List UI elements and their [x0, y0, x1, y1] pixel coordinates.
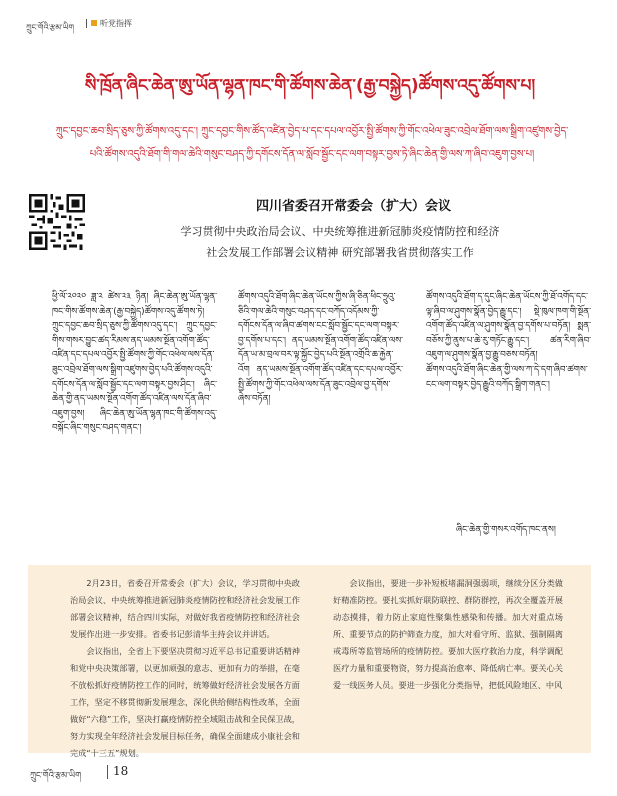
tibetan-byline: ཞིང་ཆེན་གྱི་གསར་འགོད་ཁང་ནས།	[456, 525, 556, 535]
header-section-label: 听党指挥	[100, 19, 132, 28]
footer-tibetan-title: ཀྲུང་གོའི་རྩམ་ཡིག	[30, 771, 82, 781]
chinese-subheadline	[150, 221, 530, 263]
chinese-subheadline-line: 社会发展工作部署会议精神 研究部署我省贯彻落实工作	[206, 246, 474, 259]
tibetan-paragraph: ཚོགས་འདུའི་ཐོག་ཞིང་ཆེན་ཡོངས་ཀྱིས་ཞི་ཅིན་ཕིང་ཧྲུའུ་ཅིའི་གལ་ཆེའི་གསུང་བཤད་དང་བཀོད་འདོམས་ཀྱི་དགོངས་དོན་ལ་ཞིབ་ཚགས་ངང་སློབ་སྦྱོང་དང་ལག་བསྟར་བྱ་དགོས་པ་དང་། ནད་ཡམས་སྔོན་འགོག་ཚོད་འཛིན་ལས་དོན་ཡ་མ་བྲལ་བར་ལྟ་སྐྱོང་བྱེད་པའི་སྔོན་འགྲོའི་ཆ་རྐྱེན་འོག ནད་ཡམས་སྔོན་འགོག་ཚོད་འཛིན་དང་དཔལ་འབྱོར་སྤྱི་ཚོགས་ཀྱི་གོང་འཕེལ་ལས་དོན་ཟུང་འབྲེལ་བྱ་དགོས་ཞེས་བཏོན།	[238, 292, 403, 405]
tibetan-headline: སི་ཁྲོན་ཞིང་ཆེན་ཨུ་ཡོན་ལྷན་ཁང་གི་ཚོགས་ཆེན་(རྒྱ་བསྐྱེད)ཚོགས་འདུ་ཚོགས་པ།	[84, 76, 536, 96]
header-tibetan-title: ཀྲུང་གོའི་རྩམ་ཡིག	[26, 23, 75, 32]
chinese-headline: 四川省委召开常委会（扩大）会议	[256, 199, 452, 214]
tibetan-paragraph: ཚོགས་འདུའི་ཐོག་ད་དུང་ཞིང་ཆེན་ཡོངས་ཀྱི་ཐོ་འགོད་དང་ལྟ་ཞིབ་ལ་ཤུགས་སྣོན་བྱེད་རྒྱུ་དང་། སྡེ་ཁུལ་ཁག་གི་སྔོན་འགོག་ཚོད་འཛིན་ལ་ཤུགས་སྣོན་བྱ་དགོས་པ་བཏོན། སྨན་བཅོས་ཀྱི་ནུས་པ་ཆེ་རུ་གཏོང་རྒྱུ་དང་། ཚན་རིག་ཞིབ་འཇུག་ལ་ཤུགས་སྣོན་བྱ་རྒྱུ་བཅས་བཏོན།	[426, 292, 591, 361]
tibetan-subheadline: ཀྲུང་དབྱང་ཆབ་སྲིད་ཅུས་ཀྱི་ཚོགས་འདུ་དང་། ཀྲུང་དབྱང་གིས་ཚོད་འཛིན་བྱེད་པ་དང་དཔལ་འབྱོར་སྤྱི་ཚོགས་ཀྱི་གོང་འཕེལ་ཟུང་འབྲེལ་ཐོག་ལས་སྒྲིག་འཛུགས་བྱེད་པའི་ཚོགས་འདུའི་ཐོག་གི་གལ་ཆེའི་གསུང་བཤད་ཀྱི་དགོངས་དོན་ལ་སློབ་སྦྱོང་དང་ལག་བསྟར་བྱས་ཏེ་ཞིང་ཆེན་གྱི་ལས་ཀ་ཞིབ་འཇུག་བྱས་པ།	[55, 126, 569, 160]
chinese-body-column	[333, 575, 563, 694]
qr-code-icon[interactable]	[29, 194, 85, 250]
chinese-body-column	[70, 575, 300, 762]
page-number: 18	[113, 764, 129, 778]
footer-divider	[107, 765, 108, 779]
chinese-paragraph: 会议指出，要进一步补短板堵漏洞强弱项，继续分区分类做好精准防控。要扎实抓好联防联控、群防群控，再次全覆盖开展动态摸排，着力防止家庭性聚集性感染和传播。加大对重点场所、重要节点的防护筛查力度，加大对看守所、监狱、强制隔离戒毒所等监管场所的疫情防控。要加大医疗救治力度，科学调配医疗力量和重要物资，努力提高治愈率、降低病亡率。要关心关爱一线医务人员。要进一步强化分类指导，把低风险地区、中风	[333, 578, 563, 690]
header-divider	[86, 19, 87, 28]
tibetan-body-column	[238, 290, 403, 407]
tibetan-body-column	[52, 290, 217, 436]
chinese-paragraph: 2月23日，省委召开常委会（扩大）会议，学习贯彻中央政治局会议、中央统筹推进新冠肺炎疫情防控和经济社会发展工作部署会议精神，结合四川实际，对做好我省疫情防控和经济社会发展作出进一步安排。省委书记彭清华主持会议并讲话。	[70, 578, 300, 639]
tibetan-paragraph: ཚོགས་འདུའི་ཐོག་ཞིང་ཆེན་གྱི་ལས་ཀ་དེ་དག་ཞིབ་ཚགས་ངང་ལག་བསྟར་བྱེད་རྒྱུའི་བཀོད་སྒྲིག་གནང་།	[426, 364, 588, 390]
section-marker-icon	[91, 20, 97, 26]
chinese-subheadline-line: 学习贯彻中央政治局会议、中央统筹推进新冠肺炎疫情防控和经济	[180, 225, 500, 238]
chinese-paragraph: 会议指出，全省上下要坚决贯彻习近平总书记重要讲话精神和党中央决策部署，以更加顽强的意志、更加有力的举措，在毫不放松抓好疫情防控工作的同时，统筹做好经济社会发展各方面工作，坚定不移贯彻新发展理念，深化供给侧结构性改革，全面做好“六稳”工作，坚决打赢疫情防控全域阻击战和全民保卫战，努力实现全年经济社会发展目标任务，确保全面建成小康社会和完成“十三五”规划。	[70, 646, 300, 758]
tibetan-body-column	[426, 290, 591, 392]
tibetan-paragraph: ཕྱི་ལོ་༢༠༢༠ ཟླ་༢ ཚེས་༢༣ ཉིན། ཞིང་ཆེན་ཨུ་ཡོན་ལྷན་ཁང་གིས་ཚོགས་ཆེན་(རྒྱ་བསྐྱེད)ཚོགས་འདུ་ཚོགས་ཏེ། ཀྲུང་དབྱང་ཆབ་སྲིད་ཅུས་ཀྱི་ཚོགས་འདུ་དང་། ཀྲུང་དབྱང་གིས་གསར་བྱུང་ཚད་རིམས་ནད་ཡམས་སྔོན་འགོག་ཚོད་འཛིན་དང་དཔལ་འབྱོར་སྤྱི་ཚོགས་ཀྱི་གོང་འཕེལ་ལས་དོན་ཟུང་འབྲེལ་ཐོག་ལས་སྒྲིག་འཛུགས་བྱེད་པའི་ཚོགས་འདུའི་དགོངས་དོན་ལ་སློབ་སྦྱོང་དང་ལག་བསྟར་བྱས་ཤིང་། ཞིང་ཆེན་གྱི་ནད་ཡམས་སྔོན་འགོག་ཚོད་འཛིན་ལས་དོན་ཞིབ་འཇུག་བྱས། ཞིང་ཆེན་ཨུ་ཡོན་ལྷན་ཁང་གི་ཚོགས་འདུ་བསྐོང་ཞིང་གསུང་བཤད་གནང་།	[52, 292, 217, 434]
